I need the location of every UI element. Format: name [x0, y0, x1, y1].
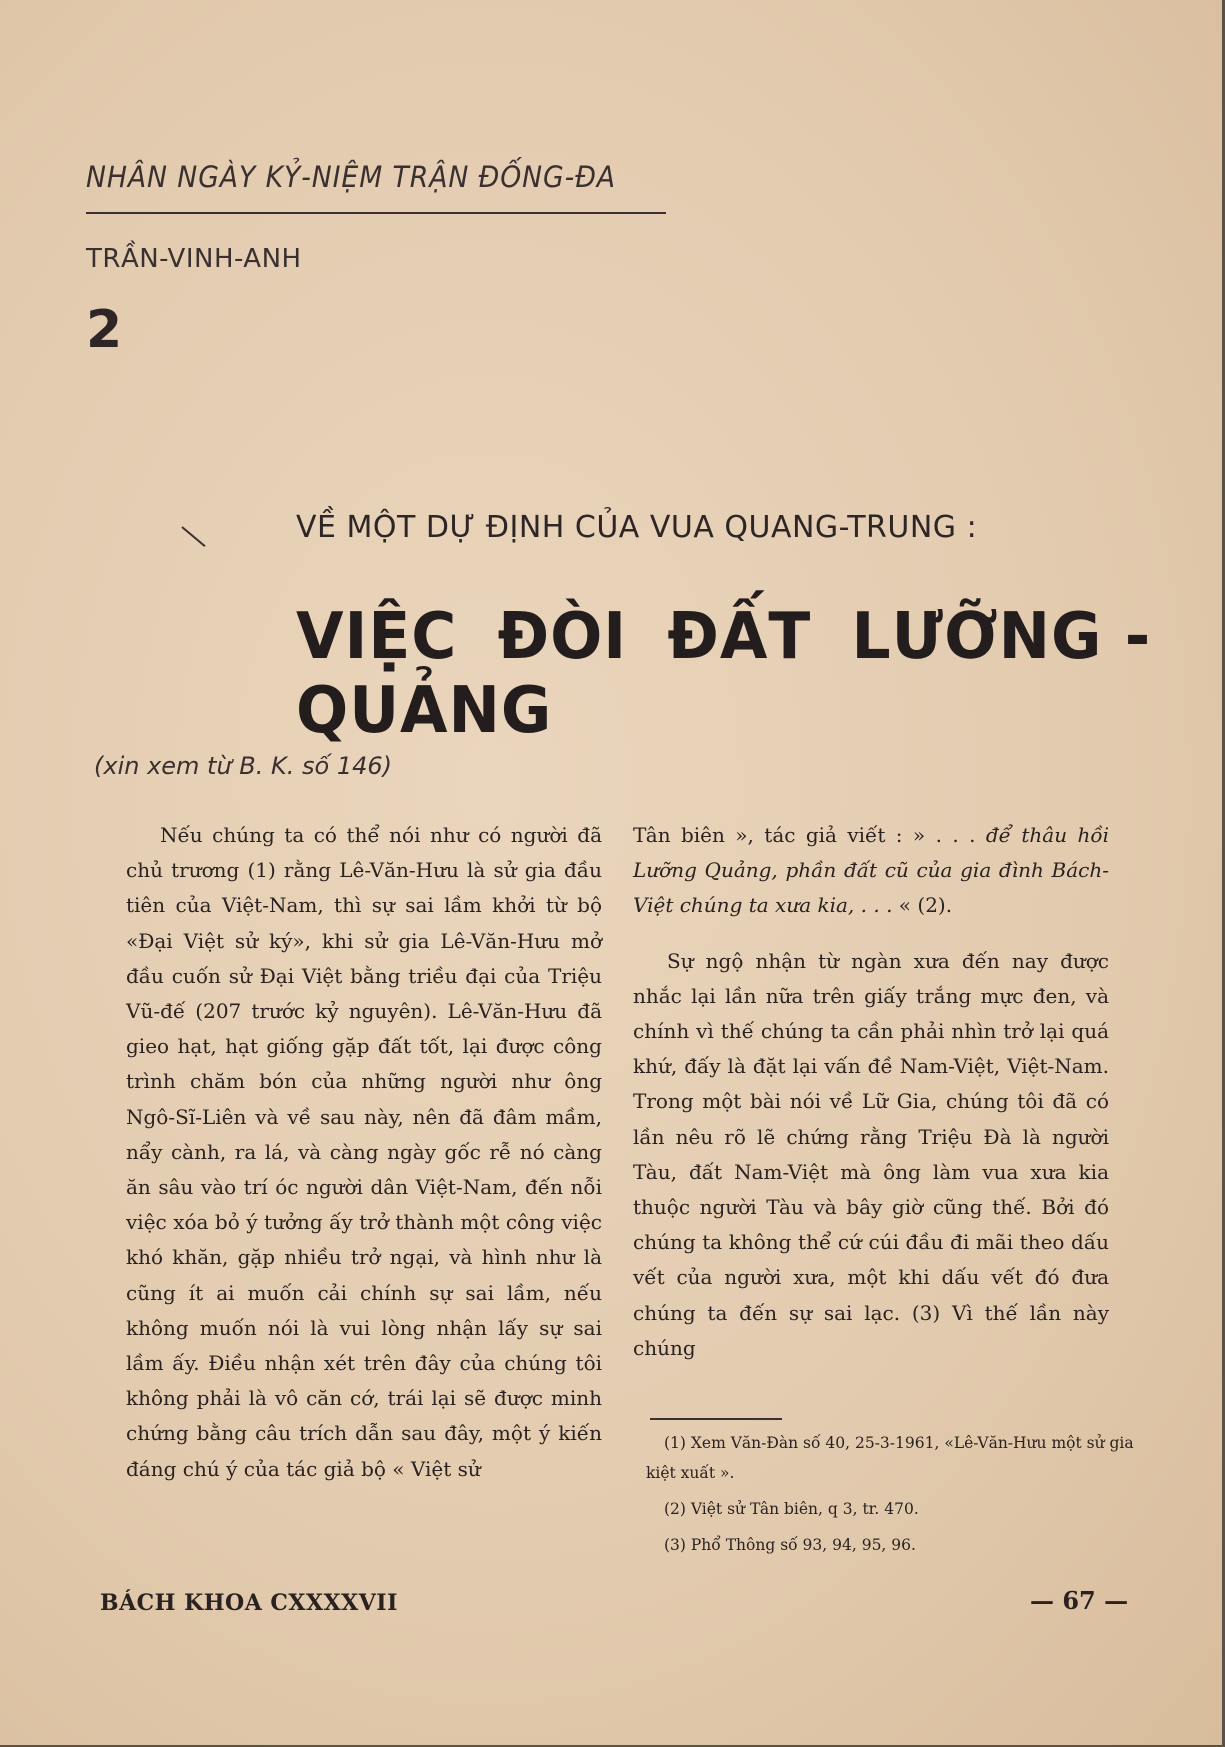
continued-reference: (xin xem từ B. K. số 146): [94, 752, 393, 780]
page-number: — 67 —: [1030, 1586, 1129, 1615]
title-word: LƯỠNG - QUẢNG: [296, 600, 1152, 748]
author-name: TRẦN-VINH-ANH: [86, 244, 302, 274]
body-paragraph-continued: [633, 818, 1109, 924]
continued-text: Tân biên », tác giả viết : » . . .: [633, 823, 986, 847]
footnotes: [646, 1428, 1146, 1566]
body-column-right: [633, 818, 1109, 1366]
series-heading: NHÂN NGÀY KỶ-NIỆM TRẬN ĐỐNG-ĐA: [86, 160, 616, 194]
pencil-mark: [181, 526, 205, 547]
body-paragraph: Nếu chúng ta có thể nói như có người đã chủ trương (1) rằng Lê-Văn-Hưu là sử gia đầu tiên của Việt-Nam, thì sự sai lầm khởi từ bộ «Đại Việt sử ký», khi sử gia Lê-Văn-Hưu mở đầu cuốn sử Đại Việt bằng triều đại của Triệu Vũ-đế (207 trước kỷ nguyên). Lê-Văn-Hưu đã gieo hạt, hạt giống gặp đất tốt, lại được công trình chăm bón của những người như ông Ngô-Sĩ-Liên và về sau này, nên đã đâm mầm, nẩy cành, ra lá, và càng ngày gốc rễ nó càng ăn sâu vào trí óc người dân Việt-Nam, đến nỗi việc xóa bỏ ý tưởng ấy trở thành một công việc khó khăn, gặp nhiều trở ngại, và hình như là cũng ít ai muốn cải chính sự sai lầm, nếu không muốn nói là vui lòng nhận lấy sự sai lầm ấy. Điều nhận xét trên đây của chúng tôi không phải là vô căn cớ, trái lại sẽ được minh chứng bằng câu trích dẫn sau đây, một ý kiến đáng chú ý của tác giả bộ « Việt sử: [126, 823, 602, 1481]
part-number: 2: [86, 300, 123, 360]
body-column-left: [126, 818, 602, 1487]
continued-text-end: « (2).: [892, 893, 953, 918]
footnote: (3) Phổ Thông số 93, 94, 95, 96.: [664, 1536, 916, 1554]
heading-rule: [86, 212, 666, 214]
magazine-footer: BÁCH KHOA CXXXXVII: [100, 1590, 398, 1616]
footnote: (2) Việt sử Tân biên, q 3, tr. 470.: [664, 1500, 919, 1518]
article-title: [296, 600, 1185, 748]
footnote: (1) Xem Văn-Đàn số 40, 25-3-1961, «Lê-Văn-Hưu một sử gia kiệt xuất ».: [646, 1434, 1134, 1482]
footnote-rule: [650, 1418, 782, 1420]
title-word: VIỆC: [296, 600, 458, 674]
body-paragraph: Sự ngộ nhận từ ngàn xưa đến nay được nhắc lại lần nữa trên giấy trắng mực đen, và chính vì thế chúng ta cần phải nhìn trở lại quá khứ, đấy là đặt lại vấn đề Nam-Việt, Việt-Nam. Trong một bài nói về Lữ Gia, chúng tôi đã có lần nêu rõ lẽ chứng rằng Triệu Đà là người Tàu, đất Nam-Việt mà ông làm vua xưa kia thuộc người Tàu và bây giờ cũng thế. Bởi đó chúng ta không thể cứ cúi đầu đi mãi theo dấu vết của người xưa, một khi dấu vết đó đưa chúng ta đến sự sai lạc. (3) Vì thế lần này chúng: [633, 948, 1109, 1360]
article-subtitle: VỀ MỘT DỰ ĐỊNH CỦA VUA QUANG-TRUNG :: [296, 510, 978, 545]
title-word: ĐÒI: [497, 600, 628, 674]
quoted-text: để thâu hồi Lưỡng Quảng, phần đất cũ của gia đình Bách-Việt chúng ta xưa kia, . . .: [633, 823, 1109, 918]
title-word: ĐẤT: [667, 600, 812, 674]
